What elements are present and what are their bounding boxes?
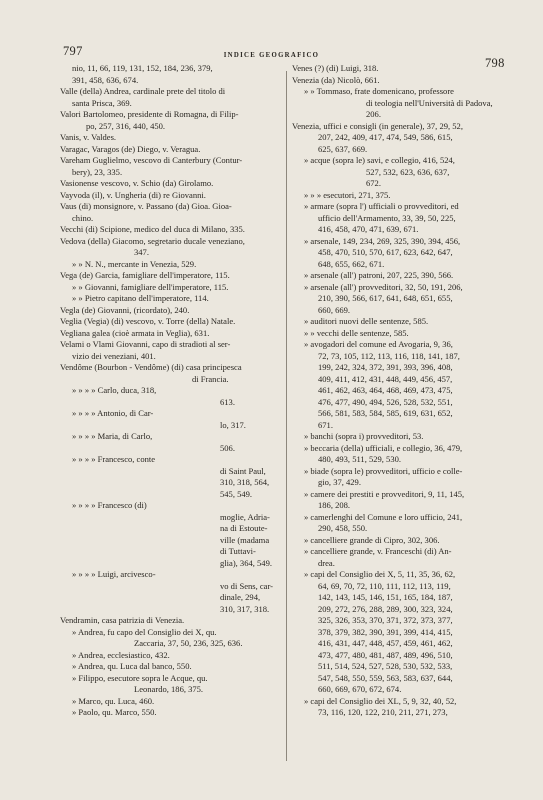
index-line: gio, 37, 429.: [318, 477, 361, 487]
index-line: Vecchi (di) Scipione, medico del duca di Milano, 335.: [60, 224, 245, 234]
page-number-right: 798: [485, 56, 505, 70]
index-line: 480, 493, 511, 529, 530.: [318, 454, 402, 464]
index-line: 64, 69, 70, 72, 110, 111, 112, 113, 119,: [318, 580, 451, 591]
index-line: » » Pietro capitano dell'imperatore, 114.: [72, 293, 209, 303]
index-line: Vendramin, casa patrizia di Venezia.: [60, 615, 185, 625]
index-line: » Andrea, ecclesiastico, 432.: [72, 649, 170, 660]
right-column: [292, 63, 499, 719]
index-line: » » » » Francesco, conte: [72, 454, 156, 464]
index-line: chino.: [72, 212, 94, 223]
column-divider: [286, 71, 287, 761]
index-line: Valori Bartolomeo, presidente di Romagna, di Filip-: [60, 109, 239, 119]
index-line: 458, 470, 510, 570, 617, 623, 642, 647,: [318, 247, 453, 257]
index-line: 506.: [220, 442, 235, 453]
index-line: 660, 669, 670, 672, 674.: [318, 684, 402, 694]
index-line: 416, 458, 470, 471, 639, 671.: [318, 224, 419, 234]
index-line: Venezia, uffici e consigli (in generale), 37, 29, 52,: [292, 120, 463, 131]
index-line: » armare (sopra l') ufficiali o provveditori, ed: [304, 201, 459, 211]
index-line: 290, 458, 550.: [318, 523, 368, 533]
index-line: » cancelliere grande di Cipro, 302, 306.: [304, 534, 440, 545]
index-line: » » » » Maria, di Carlo,: [72, 431, 153, 441]
index-line: » » N. N., mercante in Venezia, 529.: [72, 258, 197, 269]
index-line: 660, 669.: [318, 304, 351, 315]
index-line: Vegla (de) Giovanni, (ricordato), 240.: [60, 304, 190, 315]
index-line: Venes (?) (di) Luigi, 318.: [292, 63, 379, 73]
index-line: » acque (sopra le) savi, e collegio, 416, 524,: [304, 155, 455, 165]
index-line: 511, 514, 524, 527, 528, 530, 532, 533,: [318, 661, 453, 671]
index-line: » » » esecutori, 271, 375.: [304, 189, 391, 200]
index-line: 671.: [318, 419, 333, 430]
index-line: di Francia.: [192, 373, 229, 384]
index-line: Veglia (Vegia) (di) vescovo, v. Torre (della) Natale.: [60, 316, 236, 326]
index-line: » biade (sopra le) provveditori, ufficio e colle-: [304, 465, 463, 476]
index-line: moglie, Adria-: [220, 511, 270, 522]
index-line: 142, 143, 145, 146, 151, 165, 184, 187,: [318, 592, 453, 602]
index-line: Vasionense vescovo, v. Schio (da) Girolamo.: [60, 178, 214, 188]
index-line: » camere dei prestiti e provveditori, 9, 11, 145,: [304, 488, 465, 499]
index-line: ufficio dell'Armamento, 33, 39, 50, 225,: [318, 212, 456, 223]
index-line: » auditori nuovi delle sentenze, 585.: [304, 316, 429, 326]
index-line: 207, 242, 409, 417, 474, 549, 586, 615,: [318, 132, 453, 142]
index-line: » » Tommaso, frate domenicano, professore: [304, 86, 454, 96]
index-line: 209, 272, 276, 288, 289, 300, 323, 324,: [318, 603, 453, 614]
index-line: 648, 655, 662, 671.: [318, 258, 385, 269]
index-line: » capi del Consiglio dei X, 5, 11, 35, 36, 62,: [304, 569, 456, 579]
index-line: » camerlenghi del Comune e loro ufficio, 241,: [304, 511, 463, 522]
index-line: » Filippo, esecutore sopra le Acque, qu.: [72, 672, 208, 683]
index-line: 527, 532, 623, 636, 637,: [366, 166, 450, 177]
index-line: 391, 458, 636, 674.: [72, 74, 139, 85]
index-line: Vedova (della) Giacomo, segretario ducale veneziano,: [60, 235, 245, 246]
index-line: 613.: [220, 396, 235, 407]
index-line: Vareham Guglielmo, vescovo di Canterbury (Contur-: [60, 155, 243, 165]
index-line: » Marco, qu. Luca, 460.: [72, 695, 155, 706]
index-line: » » Giovanni, famigliare dell'imperatore, 115.: [72, 281, 229, 292]
index-line: 199, 242, 324, 372, 391, 393, 396, 408,: [318, 362, 453, 372]
index-line: lo, 317.: [220, 419, 246, 430]
index-line: 409, 411, 412, 431, 448, 449, 456, 457,: [318, 373, 453, 384]
index-line: 473, 477, 480, 481, 487, 489, 496, 510,: [318, 649, 453, 660]
index-line: na di Estoute-: [220, 523, 268, 533]
index-line: » capi del Consiglio dei XL, 5, 9, 32, 40, 52,: [304, 695, 457, 706]
index-line: 206.: [366, 109, 381, 119]
page-number-left: 797: [63, 44, 83, 58]
index-line: Velami o Vlami Giovanni, capo di stradioti al ser-: [60, 339, 231, 349]
index-line: » » vecchi delle sentenze, 585.: [304, 327, 409, 338]
index-line: » arsenale, 149, 234, 269, 325, 390, 394, 456,: [304, 235, 461, 246]
index-line: 73, 116, 120, 122, 210, 211, 271, 273,: [318, 707, 448, 717]
index-line: Vegliana galea (cioè armata in Veglia), 631.: [60, 327, 210, 338]
index-line: » Paolo, qu. Marco, 550.: [72, 707, 157, 717]
index-line: » » » » Carlo, duca, 318,: [72, 385, 157, 395]
index-line: » cancelliere grande, v. Franceschi (di) An-: [304, 546, 452, 556]
index-line: vo di Sens, car-: [220, 580, 273, 591]
index-line: » » » » Francesco (di): [72, 500, 147, 510]
index-line: nio, 11, 66, 119, 131, 152, 184, 236, 379,: [72, 63, 213, 73]
index-line: » avogadori del comune ed Avogaria, 9, 36,: [304, 339, 453, 349]
running-head: INDICE GEOGRAFICO: [223, 52, 320, 59]
index-line: » Andrea, qu. Luca dal banco, 550.: [72, 661, 192, 671]
index-line: 547, 548, 550, 559, 563, 583, 637, 644,: [318, 672, 453, 683]
index-line: Vaus (di) monsignore, v. Passano (da) Gioa. Gioa-: [60, 201, 232, 211]
index-line: 325, 326, 353, 370, 371, 372, 373, 377,: [318, 615, 453, 625]
index-line: 378, 379, 382, 390, 391, 399, 414, 415,: [318, 626, 453, 637]
index-line: Vendôme (Bourbon - Vendôme) (di) casa principesca: [60, 362, 242, 372]
index-line: 476, 477, 490, 494, 526, 528, 532, 551,: [318, 396, 453, 407]
index-line: » Andrea, fu capo del Consiglio dei X, qu.: [72, 626, 217, 637]
index-line: » arsenale (all') patroni, 207, 225, 390, 566.: [304, 270, 454, 280]
index-line: drea.: [318, 557, 335, 568]
index-line: Varagac, Varagos (de) Diego, v. Veragua.: [60, 143, 201, 154]
index-line: Vega (de) Garcia, famigliare dell'imperatore, 115.: [60, 270, 230, 280]
index-line: 672.: [366, 178, 381, 188]
index-line: Venezia (da) Nicolò, 661.: [292, 74, 380, 85]
index-line: » » » » Antonio, di Car-: [72, 408, 154, 418]
index-line: 310, 317, 318.: [220, 603, 270, 614]
index-line: Vanis, v. Valdes.: [60, 132, 117, 142]
index-line: » banchi (sopra i) provveditori, 53.: [304, 431, 424, 441]
index-line: po, 257, 316, 440, 450.: [86, 120, 166, 131]
index-line: » » » » Luigi, arcivesco-: [72, 569, 156, 579]
index-line: 461, 462, 463, 464, 468, 469, 473, 475,: [318, 385, 453, 395]
index-line: Leonardo, 186, 375.: [134, 684, 204, 694]
index-line: 566, 581, 583, 584, 585, 619, 631, 652,: [318, 408, 453, 418]
index-line: 625, 637, 669.: [318, 143, 368, 154]
index-line: » arsenale (all') provveditori, 32, 50, 191, 206,: [304, 281, 463, 292]
index-line: 186, 208.: [318, 500, 351, 510]
index-line: dinale, 294,: [220, 592, 261, 602]
index-line: 210, 390, 566, 617, 641, 648, 651, 655,: [318, 293, 453, 303]
index-line: 347.: [134, 247, 149, 257]
index-line: 416, 431, 447, 448, 457, 459, 461, 462,: [318, 638, 453, 648]
index-line: » beccaria (della) ufficiali, e collegio, 36, 479,: [304, 442, 463, 453]
index-line: di Saint Paul,: [220, 465, 266, 476]
index-line: di Tuttavi-: [220, 546, 256, 556]
index-line: vizio dei veneziani, 401.: [72, 350, 156, 361]
index-line: santa Prisca, 369.: [72, 97, 132, 108]
index-line: glia), 364, 549.: [220, 557, 272, 568]
index-line: Vayvoda (il), v. Ungheria (di) re Giovanni.: [60, 189, 206, 200]
index-line: ville (madama: [220, 534, 270, 545]
index-line: Zaccaria, 37, 50, 236, 325, 636.: [134, 638, 243, 648]
index-line: 310, 318, 564,: [220, 477, 270, 487]
index-line: 545, 549.: [220, 488, 253, 499]
index-line: di teologia nell'Università di Padova,: [366, 97, 493, 108]
left-column: [60, 63, 282, 719]
index-line: Valle (della) Andrea, cardinale prete del titolo di: [60, 86, 226, 96]
index-line: bery), 23, 335.: [72, 166, 123, 177]
index-line: 72, 73, 105, 112, 113, 116, 118, 141, 187,: [318, 350, 460, 361]
